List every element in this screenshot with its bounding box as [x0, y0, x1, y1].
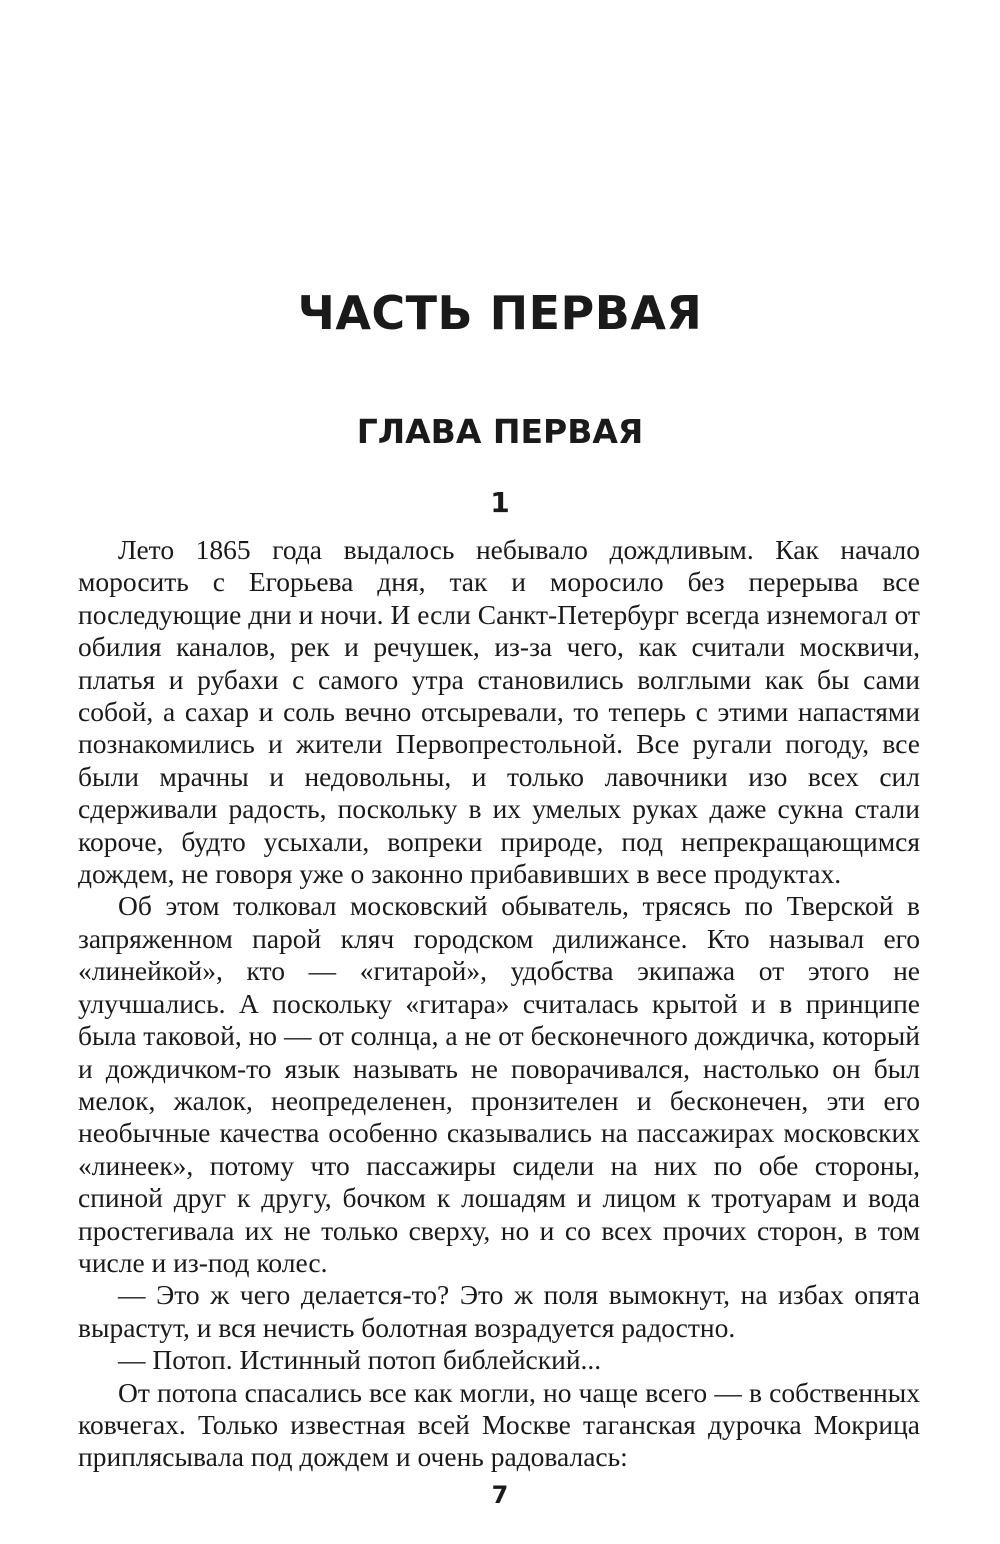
section-number: 1 — [490, 486, 510, 519]
paragraph: Лето 1865 года выдалось небывало дождливым. Как начало моросить с Егорьева дня, так и моросило без перерыва все последующие дни и ночи. И если Санкт-Петербург всегда изнемогал от обилия каналов, рек и речушек, из-за чего, как считали москвичи, платья и рубахи с самого утра становились волглыми как бы сами собой, а сахар и соль вечно отсыревали, то теперь с этими напастями познакомились и жители Первопрестольной. Все ругали погоду, все были мрачны и недовольны, и только лавочники изо всех сил сдерживали радость, поскольку в их умелых руках даже сукна стали короче, будто усыхали, вопреки природе, под непрекращающимся дождем, не говоря уже о законно прибавивших в весе продуктах. — [78, 534, 920, 890]
part-title: ЧАСТЬ ПЕРВАЯ — [297, 286, 703, 340]
paragraph: — Это ж чего делается-то? Это ж поля вымокнут, на избах опята вырастут, и вся нечисть болотная возрадуется радостно. — [78, 1279, 920, 1343]
chapter-title: ГЛАВА ПЕРВАЯ — [356, 412, 644, 451]
body-text — [78, 534, 920, 1474]
page-number: 7 — [491, 1481, 509, 1509]
paragraph: От потопа спасались все как могли, но чаще всего — в собственных ковчегах. Только известная всей Москве таганская дурочка Мокрица приплясывала под дождем и очень радовалась: — [78, 1376, 920, 1473]
paragraph: Об этом толковал московский обыватель, трясясь по Тверской в запряженном парой кляч городском дилижансе. Кто называл его «линейкой», кто — «гитарой», удобства экипажа от этого не улучшались. А поскольку «гитара» считалась крытой и в принципе была таковой, но — от солнца, а не от бесконечного дождичка, который и дождичком-то язык называть не поворачивался, настолько он был мелок, жалок, неопределенен, пронзителен и бесконечен, эти его необычные качества особенно сказывались на пассажирах московских «линеек», потому что пассажиры сидели на них по обе стороны, спиной друг к другу, бочком к лошадям и лицом к тротуарам и вода простегивала их не только сверху, но и со всех прочих сторон, в том числе и из-под колес. — [78, 890, 920, 1278]
paragraph: — Потоп. Истинный потоп библейский... — [118, 1344, 602, 1376]
